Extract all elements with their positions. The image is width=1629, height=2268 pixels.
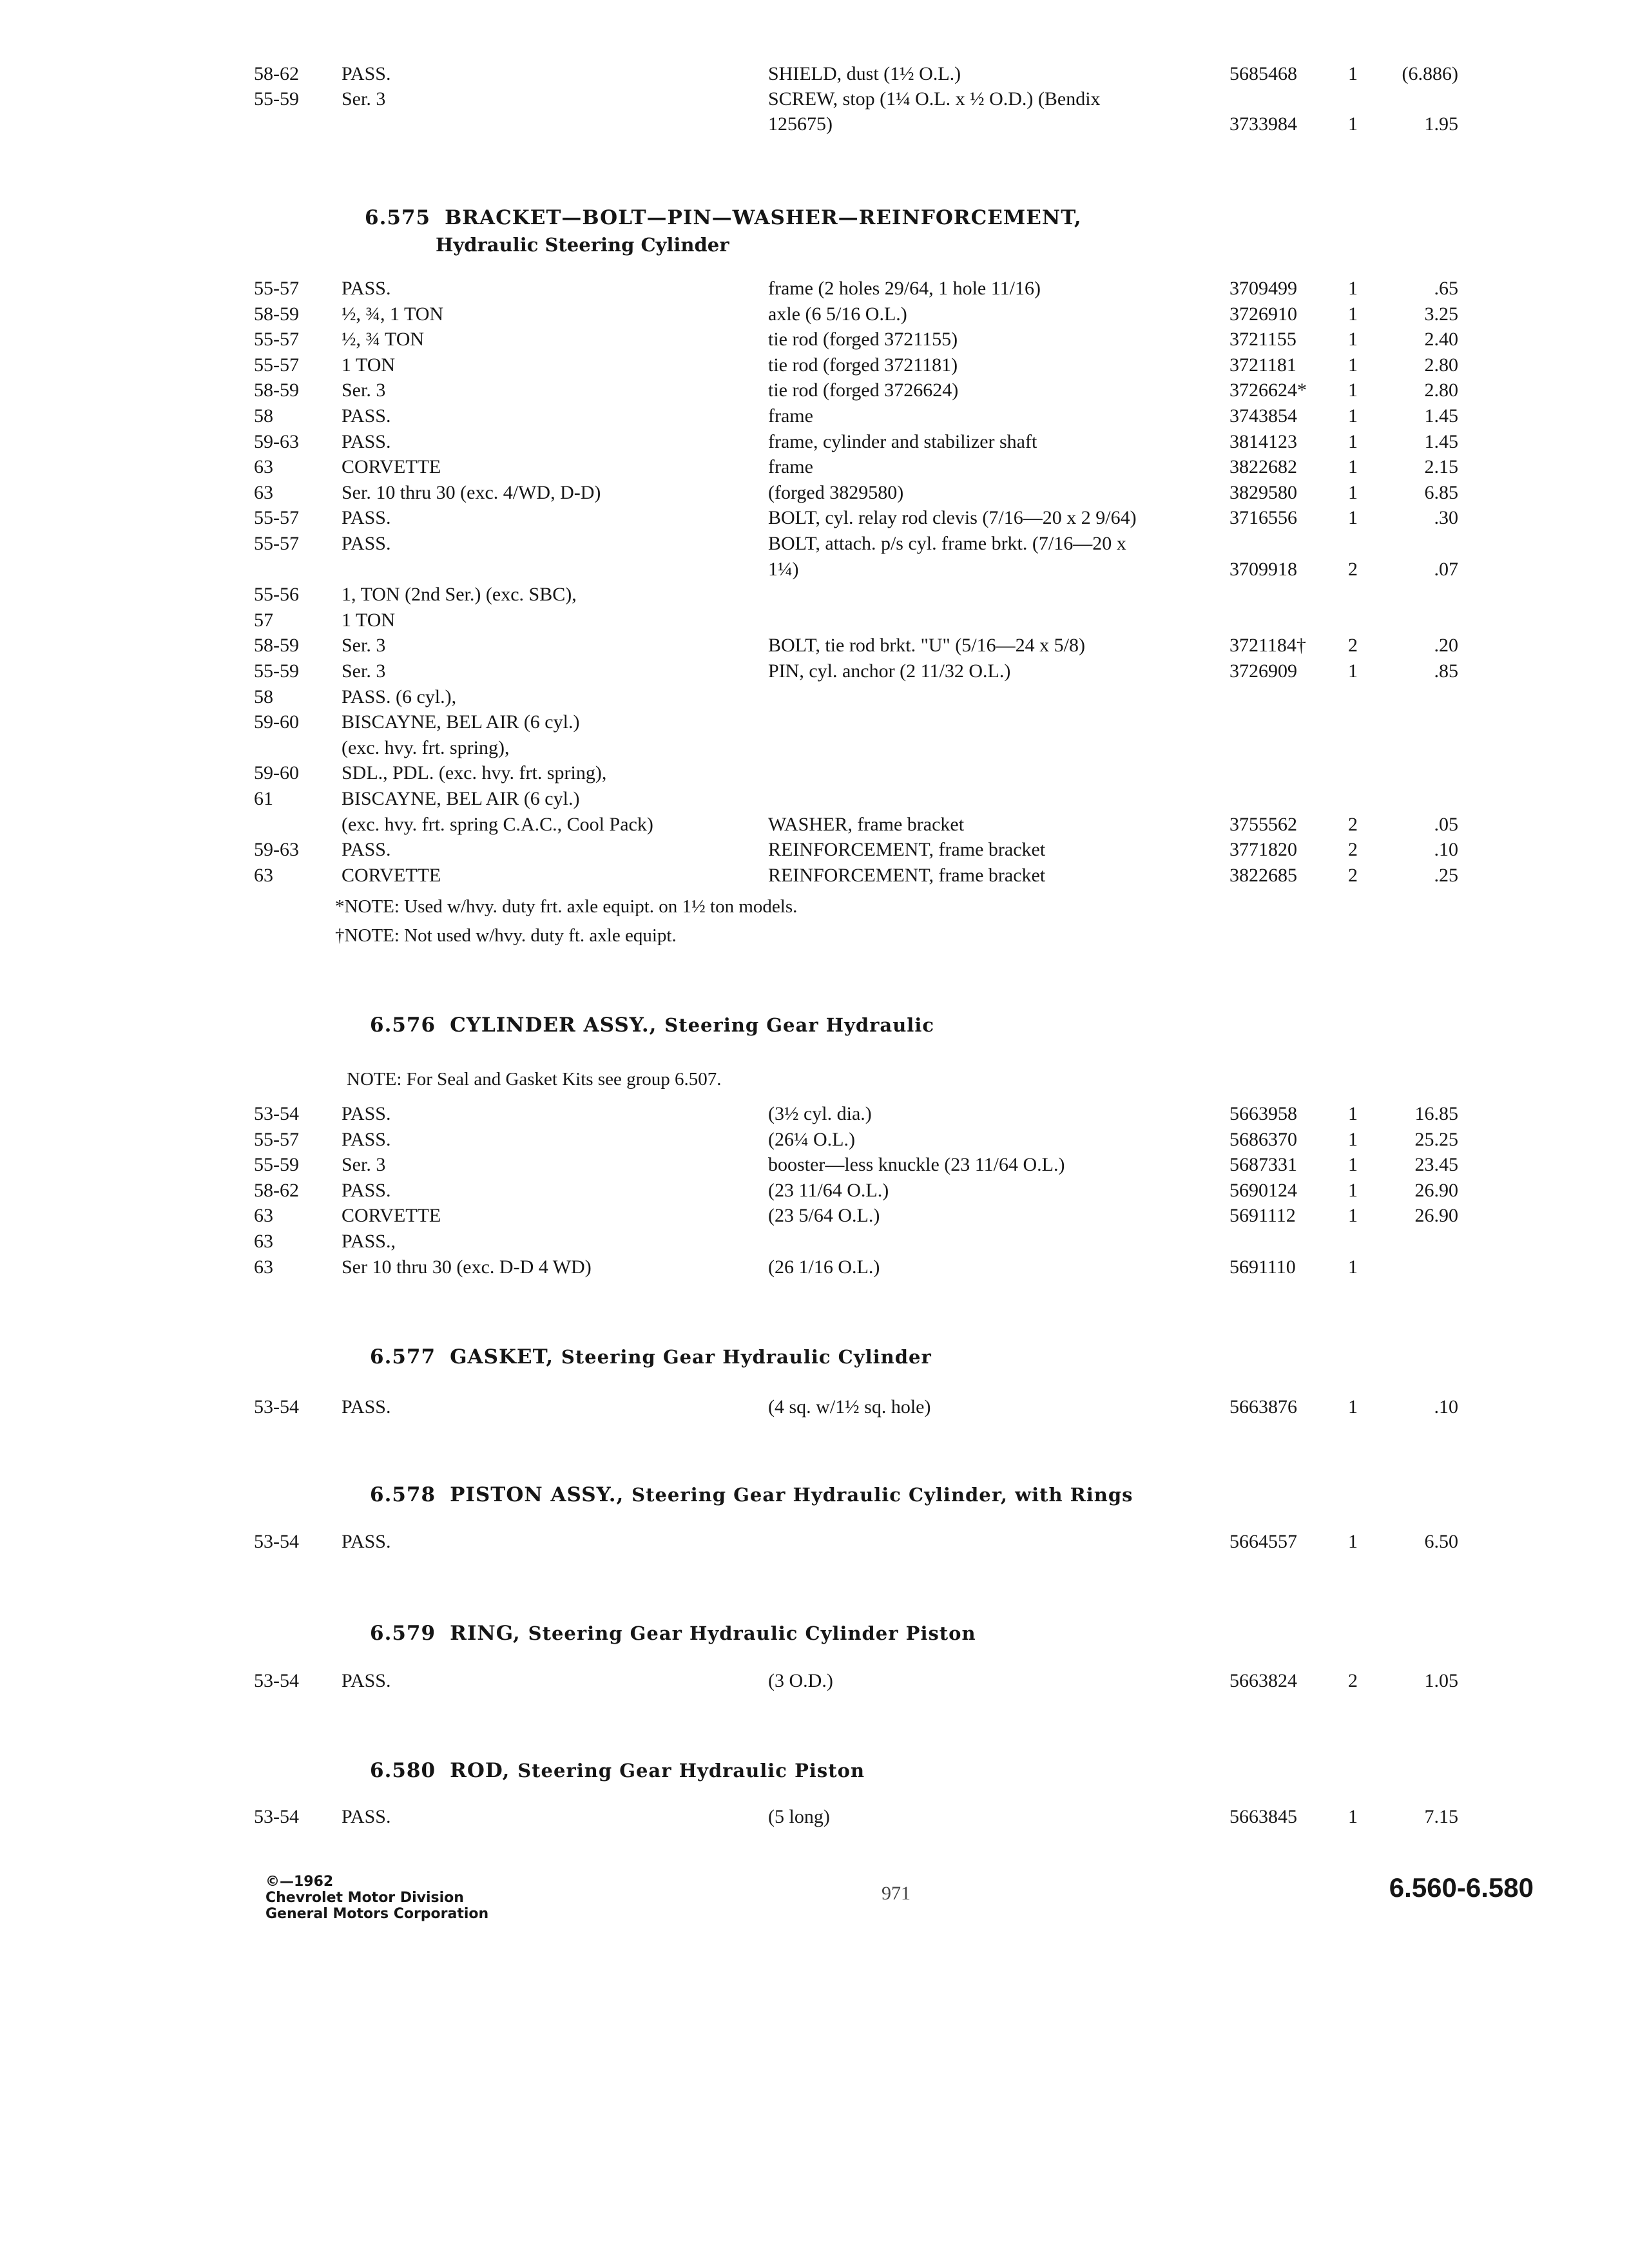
part-row: [0, 557, 1629, 582]
model-applicability: Ser 10 thru 30 (exc. D-D 4 WD): [342, 1256, 592, 1278]
part-description: BOLT, cyl. relay rod clevis (7/16—20 x 2 9/64): [768, 507, 1137, 529]
part-number: 3721155: [1229, 329, 1296, 351]
part-number: 5687331: [1229, 1154, 1297, 1176]
part-description: (3 O.D.): [768, 1670, 833, 1691]
year-range: 55-57: [254, 278, 299, 299]
model-applicability: PASS.: [342, 533, 391, 554]
year-range: 58-59: [254, 635, 299, 657]
part-number: 5664557: [1229, 1531, 1297, 1552]
quantity: 1: [1348, 430, 1358, 452]
part-number: 3721181: [1229, 354, 1296, 376]
year-range: 53-54: [254, 1103, 299, 1124]
list-price: 26.90: [1414, 1179, 1458, 1201]
part-row: [0, 633, 1629, 658]
year-range: 53-54: [254, 1670, 299, 1691]
model-applicability: ½, ¾, 1 TON: [342, 303, 444, 325]
part-row: [0, 608, 1629, 633]
year-range: 63: [254, 456, 273, 478]
part-row: [0, 480, 1629, 506]
year-range: 59-60: [254, 711, 299, 733]
list-price: .10: [1434, 1396, 1458, 1418]
section-heading-rest: Steering Gear Hydraulic Cylinder: [561, 1346, 932, 1368]
list-price: 2.80: [1424, 380, 1458, 401]
year-range: 59-60: [254, 762, 299, 784]
section-note-6576: NOTE: For Seal and Gasket Kits see group 6.507.: [347, 1069, 722, 1090]
part-number: 3726909: [1229, 660, 1297, 682]
year-range: 55-57: [254, 1128, 299, 1150]
section-title-6578: [370, 1482, 1133, 1508]
section-heading-rest: Steering Gear Hydraulic Piston: [517, 1760, 865, 1782]
model-applicability: 1, TON (2nd Ser.) (exc. SBC),: [342, 584, 577, 606]
quantity: 1: [1348, 1128, 1358, 1150]
quantity: 1: [1348, 405, 1358, 427]
part-description: (26¼ O.L.): [768, 1128, 855, 1150]
model-applicability: Ser. 3: [342, 88, 386, 110]
list-price: .85: [1434, 660, 1458, 682]
model-applicability: PASS.: [342, 1806, 391, 1827]
part-row: [0, 352, 1629, 378]
model-applicability: PASS. (6 cyl.),: [342, 686, 457, 707]
quantity: 1: [1348, 507, 1358, 529]
part-row: [0, 1127, 1629, 1153]
year-range: 58-59: [254, 380, 299, 401]
quantity: 1: [1348, 1154, 1358, 1176]
part-number: 3709499: [1229, 278, 1297, 299]
year-range: 58-62: [254, 63, 299, 84]
part-description: 1¼): [768, 558, 799, 580]
part-description: (26 1/16 O.L.): [768, 1256, 880, 1278]
part-description: tie rod (forged 3726624): [768, 380, 959, 401]
section-title-6575: [365, 205, 1082, 231]
section-heading-rest: Steering Gear Hydraulic Cylinder Piston: [528, 1622, 976, 1644]
section-heading: PISTON ASSY.,: [450, 1483, 624, 1506]
part-number: 3721184†: [1229, 635, 1306, 657]
list-price: 1.45: [1424, 430, 1458, 452]
part-number: 5663958: [1229, 1103, 1297, 1124]
quantity: 1: [1348, 63, 1358, 84]
section-number: 6.575: [365, 206, 431, 229]
part-description: WASHER, frame bracket: [768, 813, 965, 835]
quantity: 2: [1348, 839, 1358, 861]
part-row: [0, 429, 1629, 455]
note-dagger: †NOTE: Not used w/hvy. duty ft. axle equipt.: [335, 925, 677, 946]
section-heading: RING,: [450, 1622, 521, 1645]
part-row: [0, 378, 1629, 403]
part-number: 5690124: [1229, 1179, 1297, 1201]
section-title-6576: [370, 1012, 934, 1038]
year-range: 57: [254, 609, 273, 631]
section-number: 6.578: [370, 1483, 436, 1506]
model-applicability: ½, ¾ TON: [342, 329, 425, 351]
part-description: PIN, cyl. anchor (2 11/32 O.L.): [768, 660, 1011, 682]
part-description: frame, cylinder and stabilizer shaft: [768, 430, 1037, 452]
year-range: 55-57: [254, 329, 299, 351]
part-row: [0, 1152, 1629, 1178]
section-heading-rest: Steering Gear Hydraulic Cylinder, with Rings: [631, 1484, 1133, 1506]
part-number: 3716556: [1229, 507, 1297, 529]
year-range: 59-63: [254, 430, 299, 452]
section-title-6579: [370, 1620, 976, 1646]
list-price: (6.886): [1402, 63, 1458, 84]
part-description: frame (2 holes 29/64, 1 hole 11/16): [768, 278, 1041, 299]
list-price: 2.40: [1424, 329, 1458, 351]
part-row: [0, 1203, 1629, 1229]
part-row: [0, 786, 1629, 812]
list-price: 16.85: [1414, 1103, 1458, 1124]
quantity: 2: [1348, 813, 1358, 835]
quantity: 1: [1348, 329, 1358, 351]
year-range: 63: [254, 1231, 273, 1252]
list-price: 26.90: [1414, 1205, 1458, 1227]
model-applicability: CORVETTE: [342, 1205, 441, 1227]
part-description: BOLT, attach. p/s cyl. frame brkt. (7/16—20 x: [768, 533, 1126, 554]
model-applicability: PASS.: [342, 839, 391, 861]
part-row: [0, 812, 1629, 838]
list-price: 1.05: [1424, 1670, 1458, 1691]
quantity: 1: [1348, 1256, 1358, 1278]
quantity: 1: [1348, 1396, 1358, 1418]
model-applicability: PASS.: [342, 430, 391, 452]
part-number: 5685468: [1229, 63, 1297, 84]
model-applicability: PASS.: [342, 1670, 391, 1691]
part-row: [0, 735, 1629, 761]
model-applicability: (exc. hvy. frt. spring C.A.C., Cool Pack): [342, 813, 653, 835]
model-applicability: SDL., PDL. (exc. hvy. frt. spring),: [342, 762, 607, 784]
part-row: [0, 709, 1629, 735]
year-range: 55-56: [254, 584, 299, 606]
quantity: 1: [1348, 1103, 1358, 1124]
part-description: axle (6 5/16 O.L.): [768, 303, 907, 325]
part-row: [0, 505, 1629, 531]
section-heading: ROD,: [450, 1759, 510, 1782]
part-row: [0, 582, 1629, 608]
year-range: 55-59: [254, 660, 299, 682]
year-range: 55-57: [254, 354, 299, 376]
quantity: 2: [1348, 864, 1358, 886]
section-number: 6.580: [370, 1759, 436, 1782]
part-description: REINFORCEMENT, frame bracket: [768, 864, 1046, 886]
part-description: (4 sq. w/1½ sq. hole): [768, 1396, 931, 1418]
copyright: ©—1962: [265, 1874, 334, 1890]
part-number: 3709918: [1229, 558, 1297, 580]
model-applicability: CORVETTE: [342, 864, 441, 886]
year-range: 58: [254, 405, 273, 427]
year-range: 53-54: [254, 1806, 299, 1827]
model-applicability: PASS.: [342, 1531, 391, 1552]
part-number: 3726624*: [1229, 380, 1307, 401]
model-applicability: PASS.: [342, 405, 391, 427]
model-applicability: PASS.: [342, 278, 391, 299]
part-number: 3726910: [1229, 303, 1297, 325]
quantity: 2: [1348, 635, 1358, 657]
list-price: 1.95: [1424, 113, 1458, 135]
model-applicability: PASS.: [342, 63, 391, 84]
part-row: [0, 1668, 1629, 1694]
list-price: .30: [1434, 507, 1458, 529]
model-applicability: Ser. 3: [342, 635, 386, 657]
part-number: 3822682: [1229, 456, 1297, 478]
part-description: (forged 3829580): [768, 481, 904, 503]
part-description: 125675): [768, 113, 833, 135]
quantity: 1: [1348, 113, 1358, 135]
section-heading: CYLINDER ASSY.,: [450, 1014, 657, 1037]
part-number: 3814123: [1229, 430, 1297, 452]
year-range: 63: [254, 1256, 273, 1278]
model-applicability: BISCAYNE, BEL AIR (6 cyl.): [342, 788, 580, 809]
part-description: (23 5/64 O.L.): [768, 1205, 880, 1227]
model-applicability: BISCAYNE, BEL AIR (6 cyl.): [342, 711, 580, 733]
list-price: 2.80: [1424, 354, 1458, 376]
quantity: 1: [1348, 1205, 1358, 1227]
part-row: [0, 403, 1629, 429]
part-row: [0, 684, 1629, 710]
list-price: 23.45: [1414, 1154, 1458, 1176]
part-number: 3733984: [1229, 113, 1297, 135]
list-price: .20: [1434, 635, 1458, 657]
section-title-6577: [370, 1344, 932, 1370]
section-number: 6.579: [370, 1622, 436, 1645]
year-range: 55-57: [254, 507, 299, 529]
quantity: 1: [1348, 278, 1358, 299]
section-heading: GASKET,: [450, 1345, 554, 1369]
section-heading-rest: Steering Gear Hydraulic: [664, 1014, 934, 1036]
footer-publisher: [265, 1874, 488, 1922]
year-range: 58: [254, 686, 273, 707]
part-description: BOLT, tie rod brkt. "U" (5/16—24 x 5/8): [768, 635, 1085, 657]
quantity: 1: [1348, 303, 1358, 325]
year-range: 63: [254, 864, 273, 886]
year-range: 55-59: [254, 1154, 299, 1176]
list-price: 1.45: [1424, 405, 1458, 427]
part-description: frame: [768, 456, 813, 478]
year-range: 59-63: [254, 839, 299, 861]
part-description: (3½ cyl. dia.): [768, 1103, 872, 1124]
part-row: [0, 276, 1629, 302]
quantity: 1: [1348, 456, 1358, 478]
year-range: 55-59: [254, 88, 299, 110]
quantity: 1: [1348, 1179, 1358, 1201]
model-applicability: Ser. 3: [342, 660, 386, 682]
year-range: 63: [254, 1205, 273, 1227]
section-number: 6.577: [370, 1345, 436, 1369]
part-row: [0, 61, 1629, 87]
quantity: 1: [1348, 660, 1358, 682]
part-number: 5663824: [1229, 1670, 1297, 1691]
part-number: 5663876: [1229, 1396, 1297, 1418]
division-name: Chevrolet Motor Division: [265, 1890, 464, 1906]
part-number: 5686370: [1229, 1128, 1297, 1150]
section-title-6580: [370, 1758, 865, 1783]
list-price: .25: [1434, 864, 1458, 886]
model-applicability: PASS.: [342, 1179, 391, 1201]
quantity: 2: [1348, 1670, 1358, 1691]
quantity: 1: [1348, 481, 1358, 503]
model-applicability: CORVETTE: [342, 456, 441, 478]
part-description: booster—less knuckle (23 11/64 O.L.): [768, 1154, 1065, 1176]
list-price: 6.50: [1424, 1531, 1458, 1552]
part-number: 3755562: [1229, 813, 1297, 835]
part-row: [0, 86, 1629, 112]
part-row: [0, 454, 1629, 480]
part-row: [0, 531, 1629, 557]
year-range: 58-62: [254, 1179, 299, 1201]
model-applicability: Ser. 3: [342, 1154, 386, 1176]
part-description: SCREW, stop (1¼ O.L. x ½ O.D.) (Bendix: [768, 88, 1101, 110]
section-heading: BRACKET—BOLT—PIN—WASHER—REINFORCEMENT,: [445, 206, 1082, 229]
part-description: REINFORCEMENT, frame bracket: [768, 839, 1046, 861]
model-applicability: 1 TON: [342, 354, 396, 376]
list-price: 3.25: [1424, 303, 1458, 325]
part-number: 5691112: [1229, 1205, 1296, 1227]
part-number: 3743854: [1229, 405, 1297, 427]
list-price: .65: [1434, 278, 1458, 299]
list-price: 25.25: [1414, 1128, 1458, 1150]
quantity: 1: [1348, 354, 1358, 376]
part-row: [0, 1254, 1629, 1280]
year-range: 61: [254, 788, 273, 809]
part-number: 3829580: [1229, 481, 1297, 503]
model-applicability: PASS.: [342, 1103, 391, 1124]
part-description: tie rod (forged 3721155): [768, 329, 958, 351]
list-price: .05: [1434, 813, 1458, 835]
year-range: 63: [254, 481, 273, 503]
part-number: 3771820: [1229, 839, 1297, 861]
part-row: [0, 1178, 1629, 1204]
model-applicability: Ser. 3: [342, 380, 386, 401]
part-description: frame: [768, 405, 813, 427]
part-row: [0, 658, 1629, 684]
note-asterisk: *NOTE: Used w/hvy. duty frt. axle equipt. on 1½ ton models.: [335, 896, 798, 917]
part-row: [0, 1529, 1629, 1555]
part-row: [0, 327, 1629, 352]
year-range: 58-59: [254, 303, 299, 325]
part-description: (5 long): [768, 1806, 830, 1827]
model-applicability: PASS.: [342, 1128, 391, 1150]
part-row: [0, 837, 1629, 863]
part-row: [0, 1804, 1629, 1830]
part-row: [0, 760, 1629, 786]
part-row: [0, 111, 1629, 137]
part-row: [0, 1101, 1629, 1127]
section-subtitle-6575: Hydraulic Steering Cylinder: [436, 234, 729, 256]
list-price: .10: [1434, 839, 1458, 861]
model-applicability: Ser. 10 thru 30 (exc. 4/WD, D-D): [342, 481, 601, 503]
model-applicability: (exc. hvy. frt. spring),: [342, 736, 510, 758]
part-row: [0, 302, 1629, 327]
list-price: 2.15: [1424, 456, 1458, 478]
model-applicability: PASS.: [342, 507, 391, 529]
part-description: (23 11/64 O.L.): [768, 1179, 889, 1201]
part-number: 3822685: [1229, 864, 1297, 886]
quantity: 1: [1348, 1531, 1358, 1552]
list-price: 6.85: [1424, 481, 1458, 503]
list-price: 7.15: [1424, 1806, 1458, 1827]
year-range: 53-54: [254, 1531, 299, 1552]
model-applicability: 1 TON: [342, 609, 396, 631]
group-range: 6.560-6.580: [1389, 1872, 1534, 1903]
part-row: [0, 863, 1629, 889]
part-number: 5663845: [1229, 1806, 1297, 1827]
quantity: 1: [1348, 1806, 1358, 1827]
part-number: 5691110: [1229, 1256, 1296, 1278]
page-number: 971: [882, 1883, 911, 1904]
quantity: 2: [1348, 558, 1358, 580]
part-row: [0, 1229, 1629, 1254]
part-description: tie rod (forged 3721181): [768, 354, 958, 376]
part-description: SHIELD, dust (1½ O.L.): [768, 63, 961, 84]
quantity: 1: [1348, 380, 1358, 401]
corporation-name: General Motors Corporation: [265, 1906, 489, 1922]
list-price: .07: [1434, 558, 1458, 580]
model-applicability: PASS.,: [342, 1231, 396, 1252]
year-range: 53-54: [254, 1396, 299, 1418]
year-range: 55-57: [254, 533, 299, 554]
model-applicability: PASS.: [342, 1396, 391, 1418]
part-row: [0, 1394, 1629, 1420]
section-number: 6.576: [370, 1014, 436, 1037]
